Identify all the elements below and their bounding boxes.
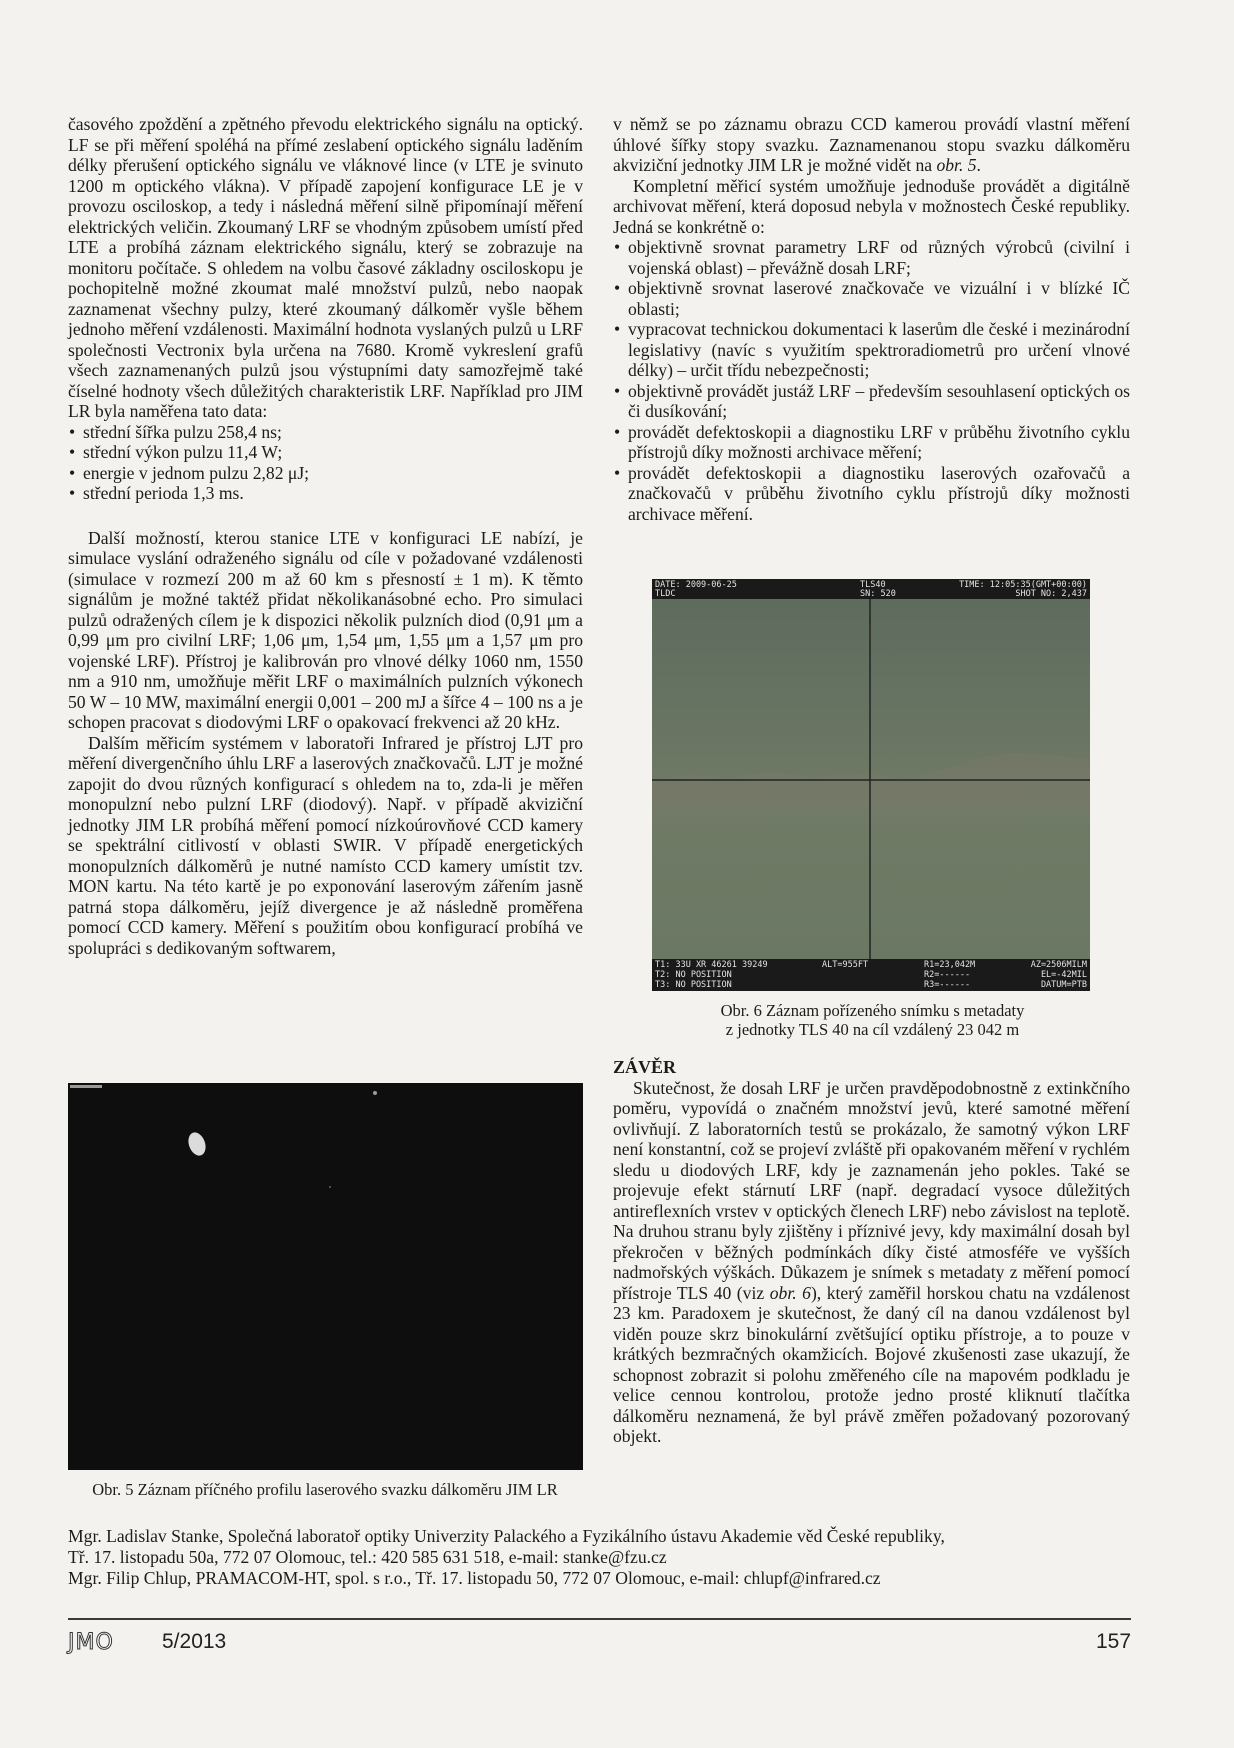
page-number: 157 — [1096, 1630, 1132, 1653]
figure-reference: obr. 5 — [936, 155, 977, 175]
hud-r2: R2=------ — [924, 970, 971, 980]
hud-t3: T3: NO POSITION — [655, 980, 732, 990]
author-line: Tř. 17. listopadu 50a, 772 07 Olomouc, tel.: 420 585 631 518, e-mail: stanke@fzu.cz — [68, 1547, 667, 1567]
figure-6-caption-line: z jednotky TLS 40 na cíl vzdálený 23 042 m — [725, 1020, 1020, 1039]
author-line: Mgr. Ladislav Stanke, Společná laboratoř optiky Univerzity Palackého a Fyzikálního ústavu Akademie věd České republiky, — [68, 1526, 945, 1546]
hud-serial: SN: 520 — [860, 589, 896, 599]
figure-5-caption: Obr. 5 Záznam příčného profilu laserového svazku dálkoměru JIM LR — [92, 1480, 558, 1499]
hud-t1: T1: 33U XR 46261 39249 — [655, 960, 768, 970]
list-item: • objektivně provádět justáž LRF – především sesouhlasení optických os či dusíkování; — [613, 381, 1130, 422]
bullet-list — [613, 237, 1130, 524]
conclusion-section — [613, 1057, 1130, 1447]
list-item: • provádět defektoskopii a diagnostiku LRF v průběhu životního cyklu přístrojů díky možnosti archivace měření; — [613, 422, 1130, 463]
hud-az: AZ=2506MILM — [1030, 960, 1087, 970]
figure-6-caption — [640, 1001, 1105, 1039]
rangefinder-view-graphic — [652, 579, 1090, 991]
list-item: • střední šířka pulzu 258,4 ns; — [68, 422, 583, 443]
hud-time: TIME: 12:05:35(GMT+00:00) — [959, 580, 1087, 590]
hud-datum: DATUM=PTB — [1040, 980, 1087, 990]
author-affiliations — [68, 1526, 1168, 1589]
list-item: • vypracovat technickou dokumentaci k laserům dle české i mezinárodní legislativy (navíc s využitím spektroradiometrů pro určení vlnové délky) – určit třídu nebezpečnosti; — [613, 319, 1130, 381]
hud-r1: R1=23,042M — [924, 960, 976, 970]
list-item: • objektivně srovnat laserové značkovače ve vizuální i v blízké IČ oblasti; — [613, 278, 1130, 319]
left-column — [68, 114, 583, 958]
author-line: Mgr. Filip Chlup, PRAMACOM-HT, spol. s r.o., Tř. 17. listopadu 50, 772 07 Olomouc, e-mail: chlupf@infrared.cz — [68, 1568, 881, 1588]
paragraph: Skutečnost, že dosah LRF je určen pravděpodobnostně z extinkčního poměru, vypovídá o značném množství jevů, které samotné měření ovlivňují. Z laboratorních testů se prokázalo, že samotný výkon LRF není konstantní, což se projeví zvláště při opakovaném měření v rychlém sledu u diodových LRF, kdy je zaznamenán jeho pokles. Také se projevuje efekt stárnutí LRF (např. degradací vysoce důležitých antireflexních vrstev v optických členech LRF) nebo závislost na teplotě. Na druhou stranu byly zjištěny i příznivé jevy, kdy maximální dosah byl překročen v běžných podmínkách díky čisté atmosféře ve vyšších nadmořských výškách. Důkazem je snímek s metadaty z měření pomocí přístroje TLS 40 (viz obr. 6), který zaměřil horskou chatu na vzdálenost 23 km. Paradoxem je skutečnost, že daný cíl na danou vzdálenost byl viděn pouze skrz binokulární zvětšující optiku přístroje, a to pouze v krátkých bezmračných okamžicích. Bojové zkušenosti zase ukazují, že schopnost zobrazit si polohu změřeného cíle na mapovém podkladu je velice cennou kontrolou, protože jedno prosté kliknutí tlačítka dálkoměru neznamená, že byl právě změřen požadovaný pozorovaný objekt. — [613, 1077, 1130, 1446]
hud-alt: ALT=955FT — [822, 960, 869, 970]
hud-shot: SHOT NO: 2,437 — [1015, 589, 1087, 599]
figure-6-caption-line: Obr. 6 Záznam pořízeného snímku s metadaty — [720, 1001, 1025, 1020]
figure-5-image — [68, 1083, 583, 1470]
paragraph: Další možností, kterou stanice LTE v konfiguraci LE nabízí, je simulace vyslání odraženého signálu od cíle v požadované vzdálenosti (simulace v rozmezí 200 m až 60 km s přesností ± 1 m). K těmto signálům je možné taktéž přidat několikanásobné echo. Pro simulaci pulzů odražených cílem je k dispozici několik pulzních diod (0,91 μm a 0,99 μm pro civilní LRF; 1,06 μm, 1,54 μm, 1,55 μm a 1,57 μm pro vojenské LRF). Přístroj je kalibrován pro vlnové délky 1060 nm, 1550 nm a 910 nm, umožňuje měřit LRF o maximálních pulzních výkonech 50 W – 10 MW, maximální energii 0,001 – 200 mJ a šířce 4 – 100 ns a je schopen pracovat s diodovými LRF o opakovací frekvenci až 20 kHz. — [68, 527, 583, 732]
paragraph: časového zpoždění a zpětného převodu elektrického signálu na optický. LF se při měření spoléhá na přímé zeslabení optického signálu laděním délky přerušení optického signálu ve vláknové lince (v LTE je svinuto 1200 m optického vlákna). V případě zapojení konfigurace LE je v provozu osciloskop, a tedy i následná měření silně připomínají měření elektrických veličin. Zkoumaný LRF se vhodným způsobem umístí před LTE a probíhá záznam elektrického signálu, který se zobrazuje na monitoru počítače. S ohledem na volbu časové základny osciloskopu je pochopitelně možné zkoumat malé množství pulzů, nebo naopak zaznamenat všechny pulzy, které zkoumaný dálkoměr vyšle během jednoho měření vzdálenosti. Maximální hodnota vyslaných pulzů u LRF společnosti Vectronix byla určena na 7680. Kromě vykreslení grafů všech zaznamenaných pulzů jsou výstupními daty samozřejmě také číselné hodnoty všech důležitých charakteristik LRF. Například pro JIM LR byla naměřena tato data: — [68, 114, 583, 421]
list-item: • střední perioda 1,3 ms. — [68, 483, 583, 504]
list-item: • střední výkon pulzu 11,4 W; — [68, 442, 583, 463]
issue-number: 5/2013 — [162, 1630, 227, 1653]
right-column-top — [613, 114, 1130, 524]
list-item: • objektivně srovnat parametry LRF od různých výrobců (civilní i vojenská oblast) – převážně dosah LRF; — [613, 237, 1130, 278]
hud-r3: R3=------ — [924, 980, 971, 990]
hud-mode: TLDC — [655, 589, 676, 599]
paragraph: Dalším měřicím systémem v laboratoři Infrared je přístroj LJT pro měření divergenčního úhlu LRF a laserových značkovačů. LJT je možné zapojit do dvou různých konfigurací s ohledem na to, zda-li je měřen monopulzní nebo pulzní LRF (diodový). Např. v případě akviziční jednotky JIM LR probíhá měření pomocí nízkoúrovňové CCD kamery se spektrální citlivostí v oblasti SWIR. V případě energetických monopulzních dálkoměrů je nutné namísto CCD kamery umístit tzv. MON kartu. Na této kartě je po exponování laserovým zářením jasně patrná stopa dálkoměru, jejíž divergence je až následně proměřena pomocí CCD kamery. Měření s použitím obou konfigurací probíhá ve spolupráci s dedikovaným softwarem, — [68, 732, 583, 958]
footer-divider — [68, 1618, 1131, 1620]
beam-profile-graphic — [68, 1083, 583, 1470]
hud-el: EL=-42MIL — [1040, 970, 1087, 980]
section-heading: ZÁVĚR — [613, 1057, 677, 1077]
paragraph: Kompletní měřicí systém umožňuje jednoduše provádět a digitálně archivovat měření, která doposud nebyla v možnostech České republiky. Jedná se konkrétně o: — [613, 175, 1130, 237]
figure-reference: obr. 6 — [769, 1282, 811, 1303]
hud-date: DATE: 2009-06-25 — [655, 580, 737, 590]
list-item: • energie v jednom pulzu 2,82 μJ; — [68, 463, 583, 484]
hud-device: TLS40 — [860, 580, 886, 590]
figure-6-image — [652, 579, 1090, 991]
paragraph: v němž se po záznamu obrazu CCD kamerou provádí vlastní měření úhlové šířky stopy svazku. Zaznamenanou stopu svazku dálkoměru akviziční jednotky JIM LR je možné vidět na obr. 5. — [613, 114, 1130, 175]
bullet-list — [68, 422, 583, 504]
journal-logo: JMO — [68, 1630, 114, 1655]
list-item: • provádět defektoskopii a diagnostiku laserových ozařovačů a značkovačů v průběhu životního cyklu přístrojů díky možnosti archivace měření. — [613, 463, 1130, 525]
hud-t2: T2: NO POSITION — [655, 970, 732, 980]
